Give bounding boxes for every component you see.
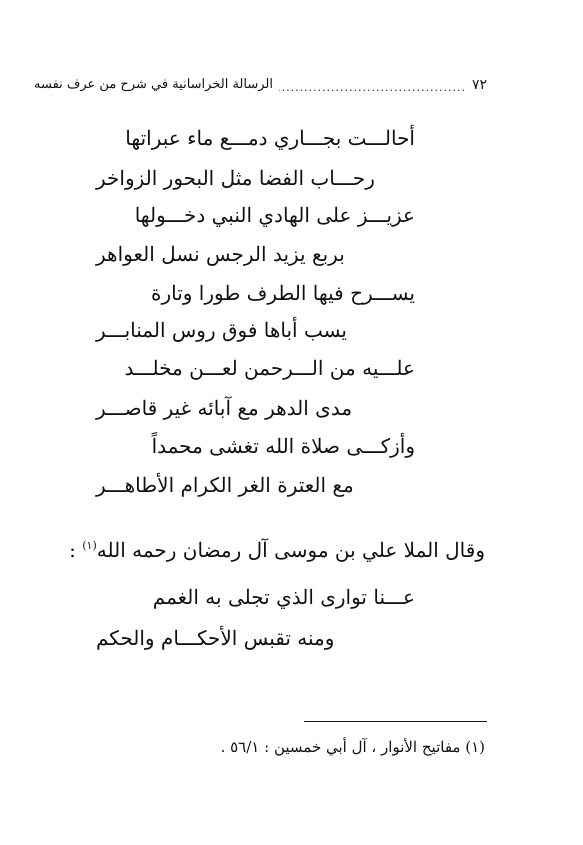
intro-text: وقال الملا علي بن موسى آل رمضان رحمه الله	[96, 538, 485, 562]
footnote: (١) مفاتيح الأنوار ، آل أبي خمسين : ٥٦/١ .	[220, 738, 485, 756]
page-number: ٧٢	[471, 77, 487, 93]
running-header	[34, 76, 487, 94]
verse-line: عزيـــز على الهادي النبي دخـــولها	[134, 203, 415, 227]
header-leader-dots	[279, 82, 466, 94]
intro-colon: :	[69, 538, 76, 562]
verse-line: عـــنا توارى الذي تجلى به الغمم	[152, 585, 415, 609]
verse-line: ومنه تقبس الأحكـــام والحكم	[96, 626, 335, 650]
verse-line: بربع يزيد الرجس نسل العواهر	[96, 242, 345, 266]
verse-line: يسب أباها فوق روس المنابـــر	[96, 318, 347, 342]
verse-line: مدى الدهر مع آبائه غير قاصـــر	[96, 396, 353, 420]
verse-line: وأزكـــى صلاة الله تغشى محمداً	[151, 434, 415, 458]
verse-line: رحـــاب الفضا مثل البحور الزواخر	[96, 166, 375, 190]
verse-line: مع العترة الغر الكرام الأطاهـــر	[96, 473, 354, 497]
footnote-separator-rule	[304, 721, 487, 722]
footnote-reference: (١)	[82, 539, 97, 552]
running-title: الرسالة الخراسانية في شرح من عرف نفسه	[34, 77, 273, 92]
verse-line: علـــيه من الـــرحمن لعـــن مخلـــد	[124, 356, 415, 380]
verse-line: أحالـــت بجـــاري دمـــع ماء عبراتها	[125, 126, 415, 150]
poem-introduction	[69, 532, 485, 564]
verse-line: يســـرح فيها الطرف طورا وتارة	[150, 281, 415, 305]
